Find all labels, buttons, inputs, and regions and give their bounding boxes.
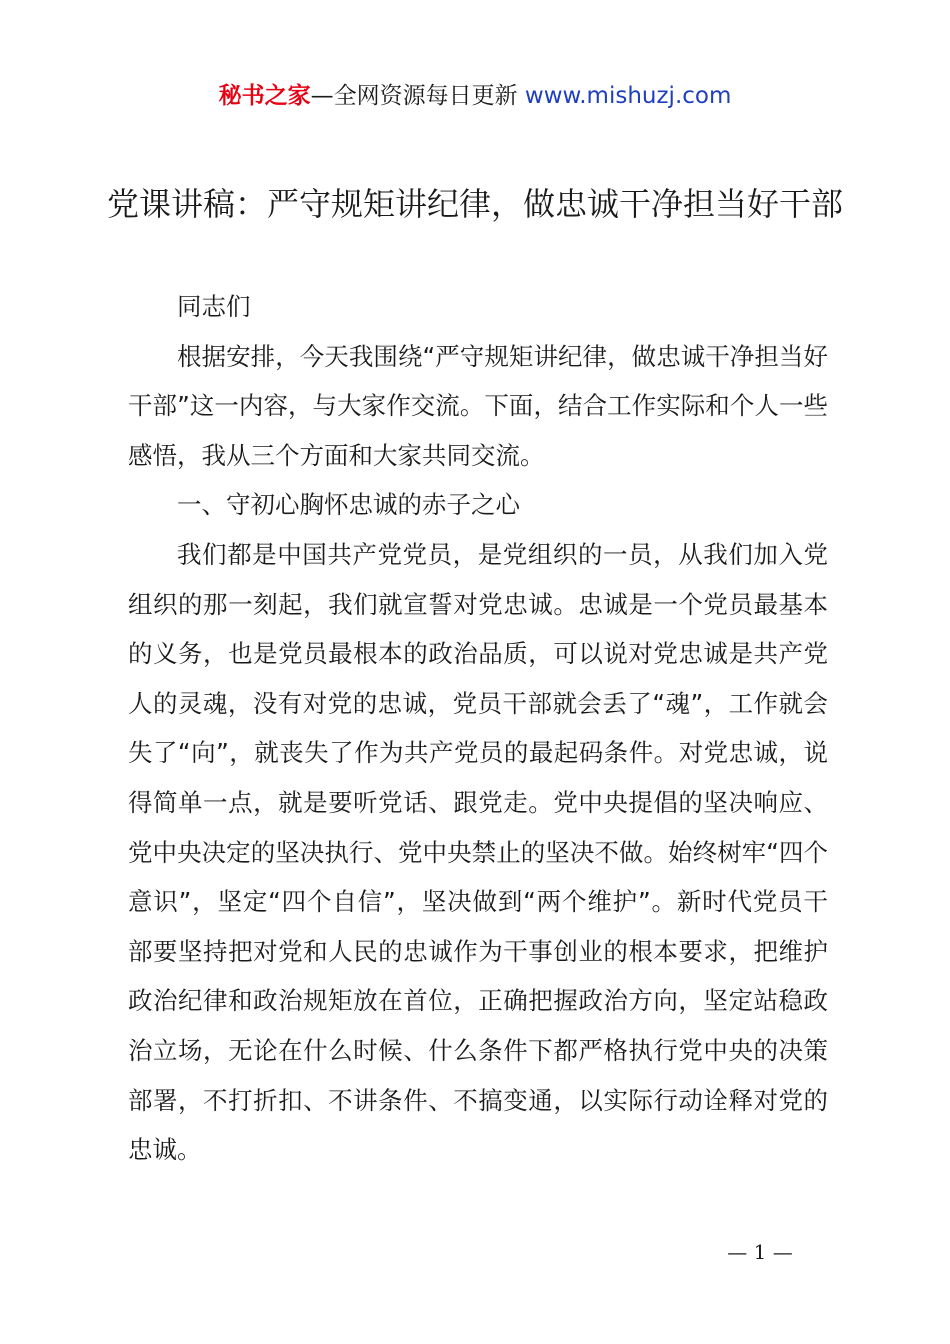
document-body <box>128 282 828 1175</box>
document-title: 党课讲稿：严守规矩讲纪律，做忠诚干净担当好干部 <box>106 185 843 223</box>
paragraph-loyalty: 我们都是中国共产党党员，是党组织的一员，从我们加入党组织的那一刻起，我们就宣誓对党忠诚。忠诚是一个党员最基本的义务，也是党员最根本的政治品质，可以说对党忠诚是共产党人的灵魂，没有对党的忠诚，党员干部就会丢了“魂”，工作就会失了“向”，就丧失了作为共产党员的最起码条件。对党忠诚，说得简单一点，就是要听党话、跟党走。党中央提倡的坚决响应、党中央决定的坚决执行、党中央禁止的坚决不做。始终树牢“四个意识”，坚定“四个自信”，坚决做到“两个维护”。新时代党员干部要坚持把对党和人民的忠诚作为干事创业的根本要求，把维护政治纪律和政治规矩放在首位，正确把握政治方向，坚定站稳政治立场，无论在什么时候、什么条件下都严格执行党中央的决策部署，不打折扣、不讲条件、不搞变通，以实际行动诠释对党的忠诚。 <box>128 539 828 1165</box>
salutation: 同志们 <box>177 292 251 321</box>
page-number: — 1 — <box>727 1240 793 1264</box>
site-header <box>0 80 950 112</box>
section-heading: 一、守初心胸怀忠诚的赤子之心 <box>177 490 520 520</box>
paragraph-intro: 根据安排，今天我围绕“严守规矩讲纪律，做忠诚干净担当好干部”这一内容，与大家作交流。下面，结合工作实际和个人一些感悟，我从三个方面和大家共同交流。 <box>128 341 828 470</box>
site-url[interactable]: www.mishuzj.com <box>524 83 732 109</box>
site-brand: 秘书之家 <box>218 83 311 109</box>
site-slogan: —全网资源每日更新 <box>310 83 525 109</box>
